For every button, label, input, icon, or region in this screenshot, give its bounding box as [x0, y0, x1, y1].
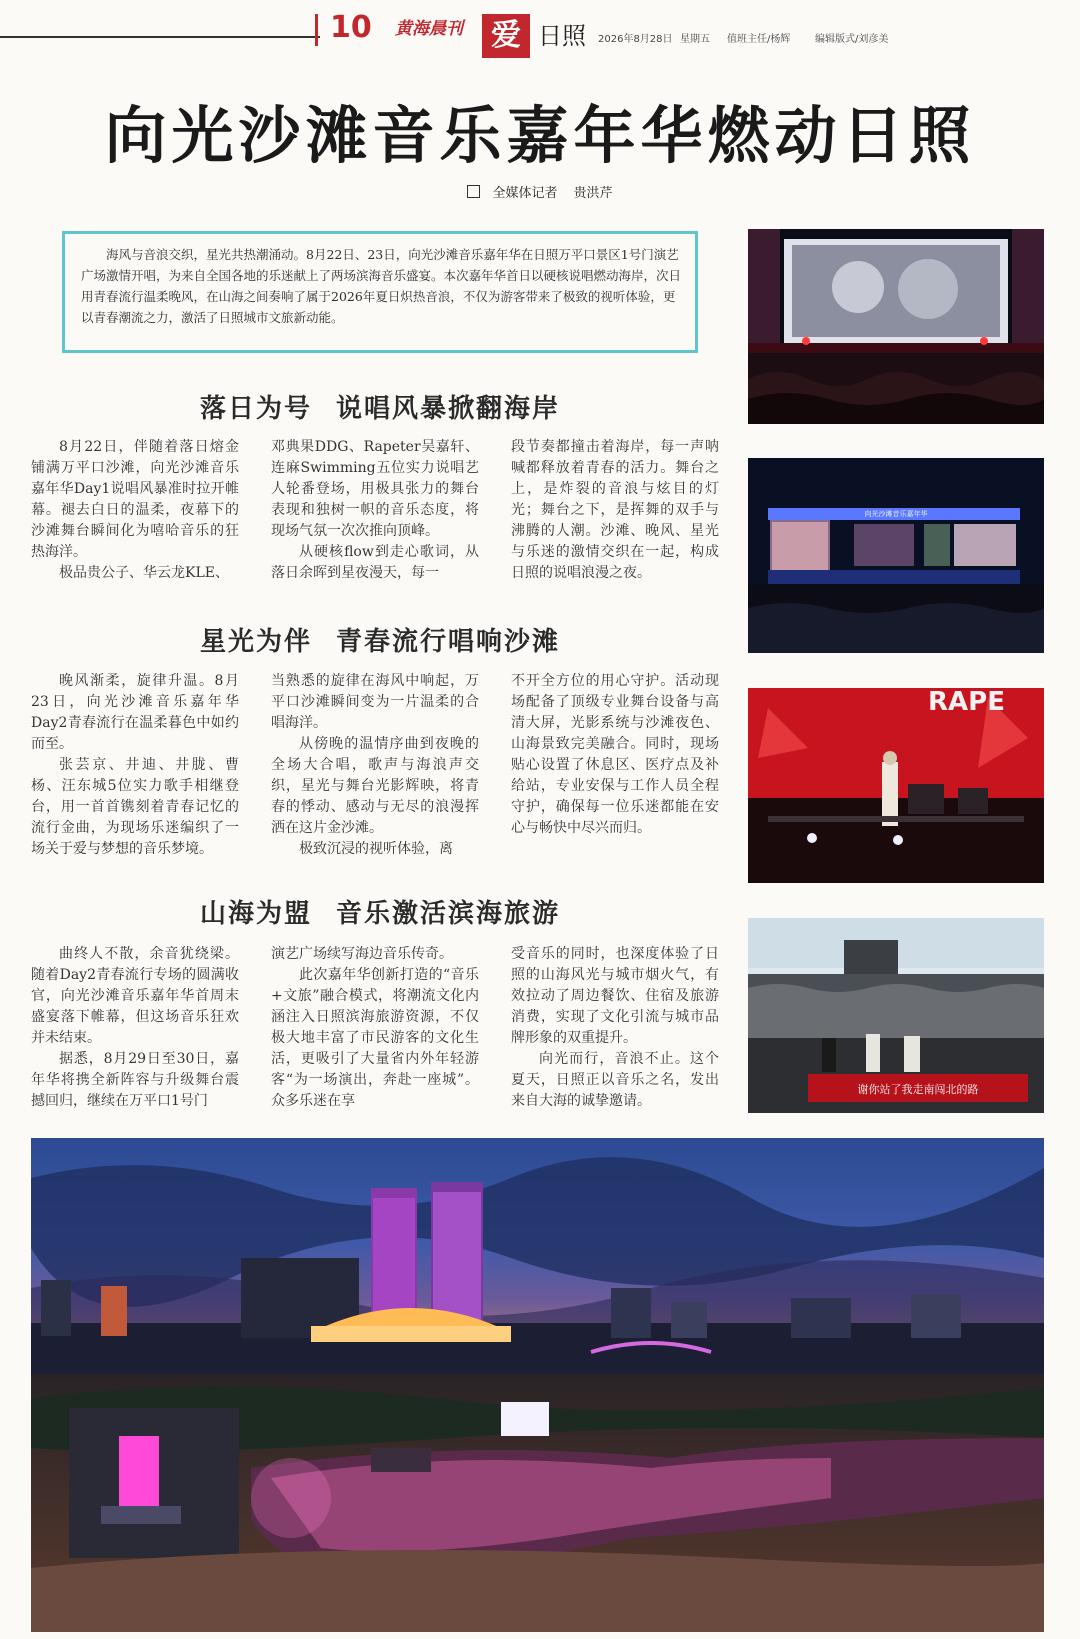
paragraph: 不开全方位的用心守护。活动现场配备了顶级专业舞台设备与高清大屏，光影系统与沙滩夜色、山海景致完美融合。同时，现场贴心设置了休息区、医疗点及补给站，专业安保与工作人员全程守护，确保每一位乐迷都能在安心与畅快中尽兴而归。	[511, 673, 719, 836]
paragraph: 张芸京、井迪、井胧、曹杨、汪东城5位实力歌手相继登台，用一首首镌刻着青春记忆的流行金曲，为现场乐迷编织了一场关于爱与梦想的音乐梦境。	[31, 757, 239, 857]
section-3-title-part2: 音乐激活滨海旅游	[336, 899, 561, 929]
layout-editor: 编辑版式/刘彦美	[815, 34, 889, 45]
section-3-column-3	[511, 944, 719, 1112]
byline	[0, 182, 1080, 201]
section-logo: 爱	[482, 14, 530, 58]
paragraph: 8月22日，伴随着落日熔金铺满万平口沙滩，向光沙滩音乐嘉年华Day1说唱风暴准时拉开帷幕。褪去白日的温柔，夜幕下的沙滩舞台瞬间化为嘻哈音乐的狂热海洋。	[31, 439, 239, 560]
photo3-screen-text: RAPE	[928, 688, 1005, 717]
paragraph: 极品贵公子、华云龙KLE、	[59, 565, 229, 581]
section-3-column-2	[271, 944, 479, 1112]
section-2-column-2	[271, 671, 479, 860]
section-2-title-part1: 星光为伴	[199, 627, 312, 657]
paragraph: 段节奏都撞击着海岸，每一声呐喊都释放着青春的活力。舞台之上，是炸裂的音浪与炫目的灯光；舞台之下，是挥舞的双手与沸腾的人潮。沙滩、晚风、星光与乐迷的激情交织在一起，构成日照的说唱浪漫之夜。	[511, 439, 719, 581]
section-2-title	[0, 621, 760, 658]
lead-paragraph: 海风与音浪交织，星光共热潮涌动。8月22日、23日，向光沙滩音乐嘉年华在日照万平口景区1号门演艺广场激情开唱，为来自全国各地的乐迷献上了两场滨海音乐盛宴。本次嘉年华首日以硬核说唱燃动海岸，次日用青春流行温柔晚风，在山海之间奏响了属于2026年夏日炽热音浪，不仅为游客带来了极致的视听体验，更以青春潮流之力，激活了日照城市文旅新动能。	[62, 231, 698, 353]
paragraph: 向光而行，音浪不止。这个夏天，日照正以音乐之名，发出来自大海的诚挚邀请。	[511, 1051, 719, 1109]
paragraph: 从硬核flow到走心歌词，从落日余晖到星夜漫天，每一	[271, 544, 479, 581]
byline-role: 全媒体记者	[492, 186, 558, 201]
masthead-separator	[315, 14, 318, 46]
section-1-column-1	[31, 437, 239, 584]
headline: 向光沙滩音乐嘉年华燃动日照	[104, 99, 976, 172]
byline-box-icon	[467, 185, 480, 198]
section-2-title-part2: 青春流行唱响沙滩	[336, 627, 561, 657]
masthead	[0, 0, 1080, 64]
paragraph: 演艺广场续写海边音乐传奇。	[271, 946, 453, 962]
paragraph: 此次嘉年华创新打造的“音乐+文旅”融合模式，将潮流文化内涵注入日照滨海旅游资源，不仅极大地丰富了市民游客的文化生活，更吸引了大量省内外年轻游客“为一场演出，奔赴一座城”。众多乐迷在享	[271, 967, 479, 1109]
paragraph: 当熟悉的旋律在海风中响起，万平口沙滩瞬间变为一片温柔的合唱海洋。	[271, 673, 479, 731]
paragraph: 曲终人不散，余音犹绕梁。随着Day2青春流行专场的圆满收官，向光沙滩音乐嘉年华首周末盛宴落下帷幕，但这场音乐狂欢并未结束。	[31, 946, 239, 1046]
section-3-column-1	[31, 944, 239, 1112]
aerial-festival-photo	[31, 1138, 1044, 1632]
section-1-column-2	[271, 437, 479, 584]
photo4-banner-text: 谢你站了我走南闯北的路	[857, 1083, 979, 1096]
section-1-title-part1: 落日为号	[199, 394, 312, 424]
concert-photo-2	[748, 458, 1044, 653]
concert-photo-4	[748, 918, 1044, 1113]
paragraph: 从傍晚的温情序曲到夜晚的全场大合唱，歌声与海浪声交织，星光与舞台光影辉映，将青春的悸动、感动与无尽的浪漫挥洒在这片金沙滩。	[271, 736, 479, 836]
section-3-title-part1: 山海为盟	[199, 899, 312, 929]
concert-photo-1	[748, 229, 1044, 424]
issue-weekday: 星期五	[680, 34, 710, 45]
section-2-column-3	[511, 671, 719, 839]
paragraph: 据悉，8月29日至30日，嘉年华将携全新阵容与升级舞台震撼回归，继续在万平口1号门	[31, 1051, 239, 1109]
concert-photo-3	[748, 688, 1044, 883]
section-name: 日照	[538, 22, 586, 50]
issue-date: 2026年8月28日	[598, 34, 673, 45]
paragraph: 受音乐的同时，也深度体验了日照的山海风光与城市烟火气，有效拉动了周边餐饮、住宿及旅游消费，实现了文化引流与城市品牌形象的双重提升。	[511, 946, 719, 1046]
section-2-column-1	[31, 671, 239, 860]
masthead-rule	[0, 36, 320, 38]
section-1-column-3	[511, 437, 719, 584]
page-number: 10	[330, 10, 372, 45]
section-1-title	[0, 388, 760, 425]
editor-in-charge: 值班主任/杨辉	[727, 34, 791, 45]
section-1-title-part2: 说唱风暴掀翻海岸	[336, 394, 561, 424]
byline-name: 贵洪芹	[573, 186, 613, 201]
photo2-screen-text: 向光沙滩音乐嘉年华	[864, 510, 928, 518]
section-3-title	[0, 893, 760, 930]
paragraph: 极致沉浸的视听体验，离	[299, 841, 453, 857]
paper-name: 黄海晨刊	[395, 19, 463, 39]
paragraph: 邓典果DDG、Rapeter吴嘉轩、连麻Swimming五位实力说唱艺人轮番登场，用极具张力的舞台表现和独树一帜的音乐态度，将现场气氛一次次推向顶峰。	[271, 439, 479, 539]
paragraph: 晚风渐柔，旋律升温。8月23日，向光沙滩音乐嘉年华Day2青春流行在温柔暮色中如约而至。	[31, 673, 239, 752]
